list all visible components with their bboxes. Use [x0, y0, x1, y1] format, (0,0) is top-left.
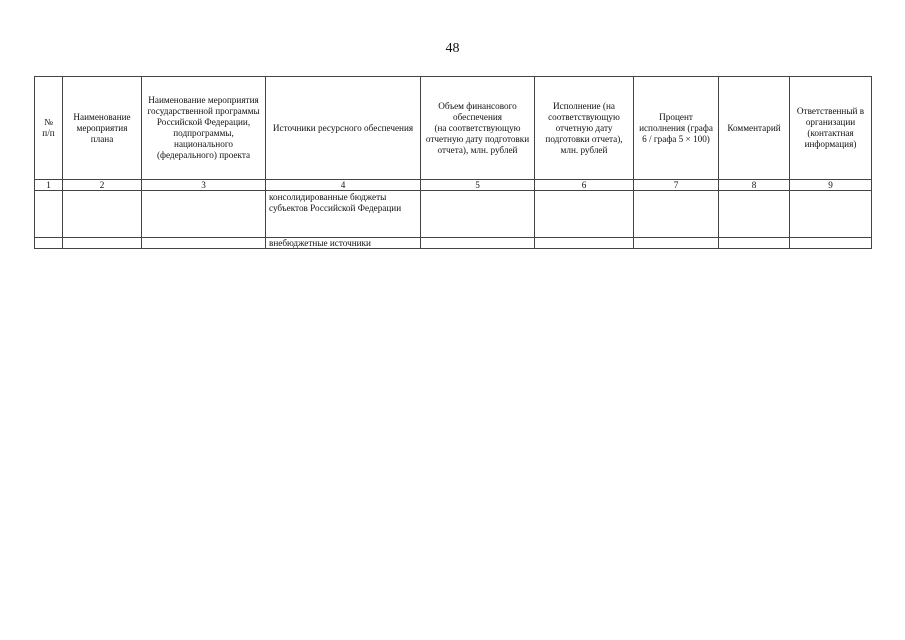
- table-cell-source: внебюджетные источники: [266, 238, 421, 249]
- column-number-cell: 6: [535, 180, 634, 191]
- table-cell: [421, 191, 535, 238]
- column-number-cell: 1: [35, 180, 63, 191]
- page-number: 48: [445, 41, 460, 56]
- table-cell: [421, 238, 535, 249]
- table-cell: [790, 238, 872, 249]
- table-cell: [535, 191, 634, 238]
- header-number-sign: № п/п: [42, 117, 55, 138]
- table-cell: [634, 191, 719, 238]
- column-number-cell: 7: [634, 180, 719, 191]
- column-number-cell: 8: [719, 180, 790, 191]
- header-cell-execution: Исполнение (на соответствующую отчетную дату подготовки отчета), млн. рублей: [535, 77, 634, 180]
- table-cell: [142, 191, 266, 238]
- table-cell: [63, 238, 142, 249]
- column-number-cell: 2: [63, 180, 142, 191]
- table-cell: [719, 238, 790, 249]
- header-cell-comment: Комментарий: [719, 77, 790, 180]
- table-row: [35, 191, 872, 238]
- header-cell-program-activity: Наименование мероприятия государственной программы Российской Федерации, подпрограммы, национального (федерального) проекта: [142, 77, 266, 180]
- column-number-cell: 5: [421, 180, 535, 191]
- table-cell: [719, 191, 790, 238]
- column-number-cell: 9: [790, 180, 872, 191]
- table-cell: [790, 191, 872, 238]
- header-cell-resource-sources: Источники ресурсного обеспечения: [266, 77, 421, 180]
- header-cell-plan-activity: Наименование мероприятия плана: [63, 77, 142, 180]
- header-cell-responsible: Ответственный в организации (контактная информация): [790, 77, 872, 180]
- table-cell-source: консолидированные бюджеты субъектов Российской Федерации: [266, 191, 421, 238]
- report-table: [34, 76, 872, 249]
- table-cell: [35, 191, 63, 238]
- table-cell: [35, 238, 63, 249]
- column-number-cell: 4: [266, 180, 421, 191]
- column-number-cell: 3: [142, 180, 266, 191]
- table-row: [35, 238, 872, 249]
- table-cell: [535, 238, 634, 249]
- table-cell: [634, 238, 719, 249]
- column-number-row: [35, 180, 872, 191]
- header-cell-financing-volume: Объем финансового обеспечения (на соответствующую отчетную дату подготовки отчета), млн. рублей: [421, 77, 535, 180]
- table-cell: [63, 191, 142, 238]
- header-cell-number: [35, 77, 63, 180]
- header-row: [35, 77, 872, 180]
- table-cell: [142, 238, 266, 249]
- header-cell-execution-percent: Процент исполнения (графа 6 / графа 5 × 100): [634, 77, 719, 180]
